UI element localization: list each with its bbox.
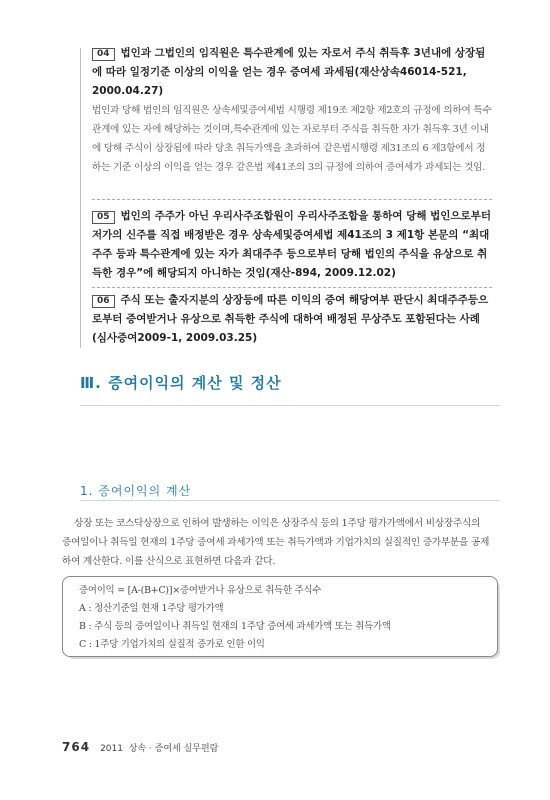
- formula-definition-c: C : 1주당 기업가치의 실질적 증가로 인한 이익: [79, 639, 265, 650]
- case-title-text: 주식 또는 출자지분의 상장등에 따른 이익의 증여 해당여부 판단시 최대주주등으로부터 증여받거나 유상으로 취득한 주식에 대하여 배정된 무상주도 포함된다는 사례(심사증여2009-1, 2009.03.25): [92, 294, 489, 344]
- case-item-06: [92, 291, 492, 348]
- left-margin-rule: [80, 48, 81, 348]
- case-number-badge: 04: [92, 48, 115, 61]
- page-footer: [62, 740, 218, 754]
- subsection-divider: [80, 500, 500, 501]
- case-item-05: [92, 207, 492, 283]
- case-title: [92, 44, 492, 101]
- formula-definition-b: B : 주식 등의 증여일이나 취득일 현재의 1주당 증여세 과세가액 또는 취득가액: [79, 621, 391, 632]
- formula-definition-a: A : 정산기준일 현재 1주당 평가가액: [79, 603, 224, 614]
- case-title-text: 법인의 주주가 아닌 우리사주조합원이 우리사주조합을 통하여 당해 법인으로부터 저가의 신주를 직접 배정받은 경우 상속세및증여세법 제41조의 3 제1항 본문의 “최대주주 등과 특수관계에 있는 자가 최대주주 등으로부터 당해 법인의 주식을 유상으로 취득한 경우”에 해당되지 아니하는 것임(재산-894, 2009.12.02): [92, 210, 491, 279]
- case-item-04: [92, 44, 492, 177]
- case-body: 법인과 당해 법인의 임직원은 상속세및증여세법 시행령 제19조 제2항 제2호의 규정에 의하여 특수관계에 있는 자에 해당하는 것이며,특수관계에 있는 자로부터 주식을 취득한 자가 취득후 3년 이내에 당해 주식이 상장됨에 따라 당초 취득가액을 초과하여 같은법시행령 제31조의 6 제3항에서 정하는 기준 이상의 이익을 얻는 경우 같은법 제41조의 3의 규정에 의하여 증여세가 과세되는 것임.: [92, 105, 492, 173]
- book-title: 2011 상속 · 증여세 실무편람: [100, 744, 219, 754]
- page-number: 764: [62, 740, 91, 754]
- case-number-badge: 05: [92, 211, 115, 224]
- body-paragraph: [62, 514, 492, 571]
- formula-line: 증여이익 = [A-(B+C)]×증여받거나 유상으로 취득한 주식수: [79, 585, 322, 596]
- case-title: [92, 207, 492, 283]
- case-title-text: 법인과 그법인의 임직원은 특수관계에 있는 자로서 주식 취득후 3년내에 상장됨에 따라 일정기준 이상의 이익을 얻는 경우 증여세 과세됨(재산상속46014-521, 2000.04.27): [92, 47, 486, 97]
- case-separator: [92, 199, 492, 200]
- section-divider: [80, 405, 500, 406]
- section-title: Ⅲ. 증여이익의 계산 및 정산: [80, 374, 282, 392]
- subsection-title: 1. 증여이익의 계산: [80, 484, 192, 498]
- formula-box: [62, 576, 498, 657]
- case-number-badge: 06: [92, 295, 115, 308]
- paragraph-text: 상장 또는 코스닥상장으로 인하여 발생하는 이익은 상장주식 등의 1주당 평가가액에서 비상장주식의 증여일이나 취득일 현재의 1주당 증여세 과세가액 또는 취득가액과 기업가치의 실질적인 증가부분을 공제하여 계산한다. 이를 산식으로 표현하면 다음과 같다.: [62, 518, 490, 567]
- case-separator: [92, 287, 492, 288]
- case-title: [92, 291, 492, 348]
